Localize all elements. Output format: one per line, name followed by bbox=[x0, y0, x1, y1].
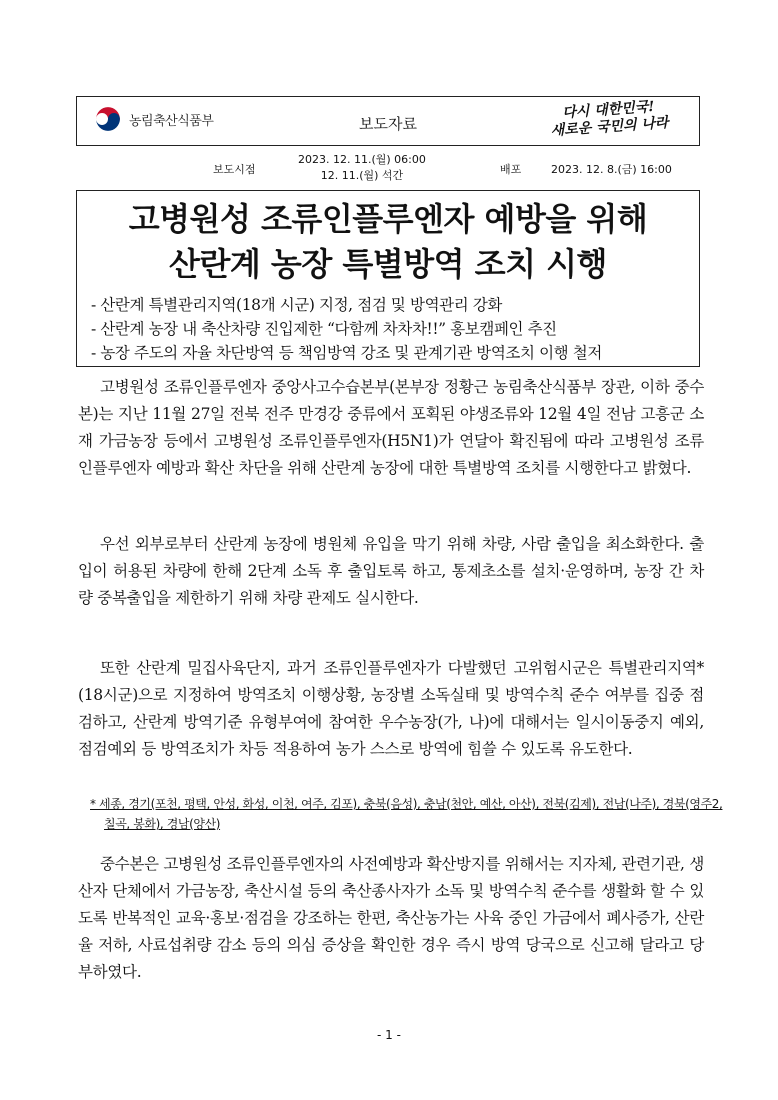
headline-line-2: 산란계 농장 특별방역 조치 시행 bbox=[169, 245, 607, 283]
summary-bullet: - 농장 주도의 자율 차단방역 등 책임방역 강조 및 관계기관 방역조치 이행 철저 bbox=[91, 344, 602, 362]
release-time-morning: 2023. 12. 11.(월) 06:00 bbox=[298, 153, 426, 166]
summary-bullet: - 산란계 특별관리지역(18개 시군) 지정, 점검 및 방역관리 강화 bbox=[91, 296, 502, 314]
slogan bbox=[538, 97, 680, 141]
header-box bbox=[76, 96, 700, 146]
slogan-line-2: 새로운 국민의 나라 bbox=[550, 114, 669, 140]
release-time-evening: 12. 11.(월) 석간 bbox=[320, 169, 404, 182]
page-number: - 1 - bbox=[377, 1028, 401, 1042]
release-schedule bbox=[76, 152, 700, 188]
headline bbox=[77, 197, 699, 287]
distribution-time: 2023. 12. 8.(금) 16:00 bbox=[551, 163, 672, 176]
headline-line-1: 고병원성 조류인플루엔자 예방을 위해 bbox=[128, 200, 648, 238]
summary-bullets bbox=[91, 293, 602, 365]
body-paragraph-4: 중수본은 고병원성 조류인플루엔자의 사전예방과 확산방지를 위해서는 지자체, 관련기관, 생산자 단체에서 가금농장, 축산시설 등의 축산종사자가 소독 및 방역수칙 준수를 생활화 할 수 있도록 반복적인 교육·홍보·점검을 강조하는 한편, 축산농가는 사육 중인 가금에서 폐사증가, 산란율 저하, 사료섭취량 감소 등의 의심 증상을 확인한 경우 즉시 방역 당국으로 신고해 달라고 당부하였다. bbox=[78, 855, 704, 981]
release-label: 보도시점 bbox=[213, 163, 256, 176]
summary-bullet: - 산란계 농장 내 축산차량 진입제한 “다함께 차차차!!” 홍보캠페인 추진 bbox=[91, 320, 557, 338]
slogan-line-1: 다시 대한민국! bbox=[561, 98, 655, 122]
distribution-label: 배포 bbox=[500, 163, 522, 176]
body-paragraph-1: 고병원성 조류인플루엔자 중앙사고수습본부(본부장 정황근 농림축산식품부 장관, 이하 중수본)는 지난 11월 27일 전북 전주 만경강 중류에서 포획된 야생조류와 12월 4일 전남 고흥군 소재 가금농장 등에서 고병원성 조류인플루엔자(H5N1)가 연달아 확진됨에 따라 고병원성 조류인플루엔자 예방과 확산 차단을 위해 산란계 농장에 대한 특별방역 조치를 시행한다고 밝혔다. bbox=[78, 378, 704, 477]
ministry-name: 농림축산식품부 bbox=[129, 113, 214, 129]
body-paragraph-3: 또한 산란계 밀집사육단지, 과거 조류인플루엔자가 다발했던 고위험시군은 특별관리지역*(18시군)으로 지정하여 방역조치 이행상황, 농장별 소독실태 및 방역수칙 준수 여부를 집중 점검하고, 산란계 방역기준 유형부여에 참여한 우수농장(가, 나)에 대해서는 일시이동중지 예외, 점검예외 등 방역조치가 차등 적용하여 농가 스스로 방역에 힘쓸 수 있도록 유도한다. bbox=[78, 659, 704, 758]
release-times bbox=[298, 152, 426, 184]
doc-type-label: 보도자료 bbox=[359, 115, 417, 133]
title-box bbox=[76, 190, 700, 367]
special-zone-footnote: * 세종, 경기(포천, 평택, 안성, 화성, 이천, 여주, 김포), 충북(음성), 충남(천안, 예산, 아산), 전북(김제), 전남(나주), 경북(영주2, 칠곡, 봉화), 경남(양산) bbox=[90, 797, 723, 831]
body-paragraph-2: 우선 외부로부터 산란계 농장에 병원체 유입을 막기 위해 차량, 사람 출입을 최소화한다. 출입이 허용된 차량에 한해 2단계 소독 후 출입토록 하고, 통제초소를 설치·운영하며, 농장 간 차량 중복출입을 제한하기 위해 차량 관제도 실시한다. bbox=[78, 535, 704, 607]
